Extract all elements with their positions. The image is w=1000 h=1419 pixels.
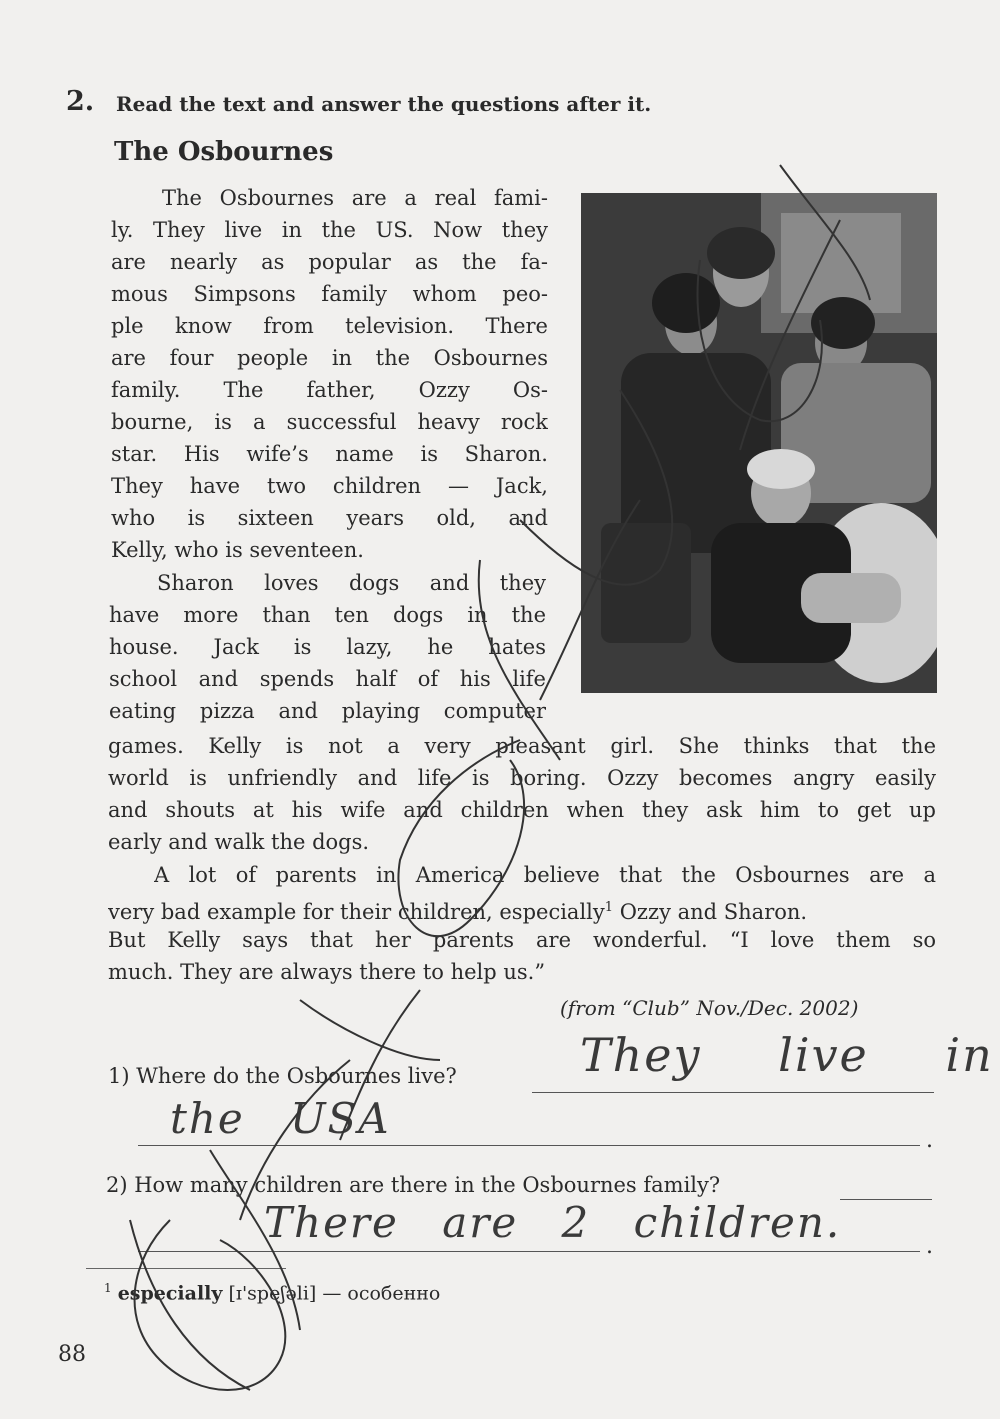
- text-line: ly. They live in the US. Now they: [111, 218, 548, 242]
- text-segment: very bad example for their children, especially: [108, 900, 605, 924]
- text-line: ple know from television. There: [111, 314, 548, 338]
- text-line: have more than ten dogs in the: [109, 603, 546, 627]
- text-line: The Osbournes are a real fami-: [162, 186, 548, 210]
- family-photo: [581, 193, 937, 693]
- handwritten-answer: There are 2 children.: [264, 1198, 842, 1247]
- task-instruction: Read the text and answer the questions after it.: [116, 92, 652, 116]
- footnote-word: especially: [117, 1282, 223, 1305]
- text-line: Kelly, who is seventeen.: [111, 538, 364, 562]
- text-line: A lot of parents in America believe that the Osbournes are a: [154, 863, 936, 887]
- text-line: who is sixteen years old, and: [111, 506, 548, 530]
- period-mark: .: [926, 1128, 933, 1153]
- text-line: mous Simpsons family whom peo-: [111, 282, 548, 306]
- article-source: (from “Club” Nov./Dec. 2002): [560, 996, 859, 1020]
- text-line: star. His wife’s name is Sharon.: [111, 442, 548, 466]
- text-line: Sharon loves dogs and they: [157, 571, 546, 595]
- task-number: 2.: [66, 86, 95, 117]
- footnote-divider: [86, 1268, 286, 1269]
- footnote-marker: 1: [104, 1281, 112, 1295]
- text-line: are four people in the Osbournes: [111, 346, 548, 370]
- text-line: house. Jack is lazy, he hates: [109, 635, 546, 659]
- text-line: bourne, is a successful heavy rock: [111, 410, 548, 434]
- article-title: The Osbournes: [114, 137, 334, 167]
- question-1: 1) Where do the Osbournes live?: [108, 1064, 457, 1088]
- text-line: [108, 892, 936, 928]
- answer-line: [532, 1092, 934, 1093]
- answer-line: [138, 1145, 920, 1146]
- handwritten-answer: They live in: [580, 1028, 994, 1082]
- text-segment: Ozzy and Sharon.: [619, 900, 808, 924]
- period-mark: .: [926, 1234, 933, 1259]
- text-line: and shouts at his wife and children when they ask him to get up: [108, 798, 936, 822]
- footnote: [104, 1281, 440, 1304]
- text-line: early and walk the dogs.: [108, 830, 370, 854]
- text-line: They have two children — Jack,: [111, 474, 548, 498]
- footnote-marker: 1: [604, 900, 614, 915]
- answer-line: [840, 1199, 932, 1200]
- handwritten-answer: the USA: [170, 1094, 391, 1143]
- text-line: much. They are always there to help us.”: [108, 960, 546, 984]
- footnote-translation: — особенно: [322, 1282, 441, 1305]
- text-line: But Kelly says that her parents are wonderful. “I love them so: [108, 928, 936, 952]
- text-line: are nearly as popular as the fa-: [111, 250, 548, 274]
- text-line: world is unfriendly and life is boring. Ozzy becomes angry easily: [108, 766, 936, 790]
- question-2: 2) How many children are there in the Osbournes family?: [106, 1173, 721, 1197]
- text-line: family. The father, Ozzy Os-: [111, 378, 548, 402]
- answer-line: [138, 1251, 920, 1252]
- page-number: 88: [58, 1342, 86, 1367]
- text-line: eating pizza and playing computer: [109, 699, 546, 723]
- footnote-transcription: [ɪ'speʃəli]: [228, 1282, 317, 1305]
- text-line: games. Kelly is not a very pleasant girl. She thinks that the: [108, 734, 936, 758]
- text-line: school and spends half of his life: [109, 667, 546, 691]
